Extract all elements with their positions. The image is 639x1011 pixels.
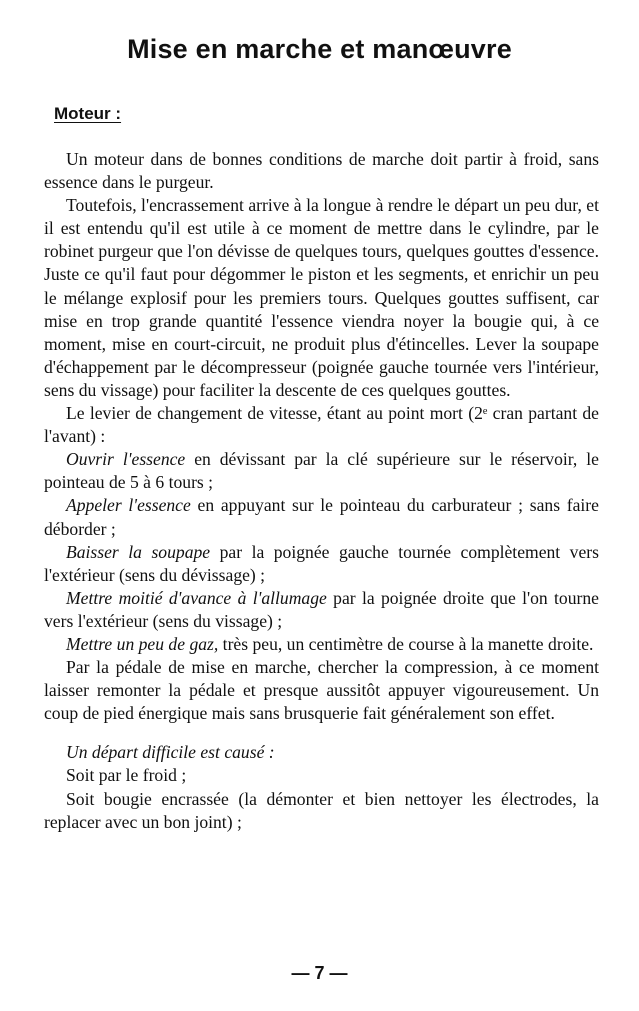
instruction-paragraph [44, 633, 599, 656]
document-body [44, 148, 599, 834]
instruction-text: très peu, un centimètre de course à la manette droite. [218, 633, 594, 654]
instruction-text: en appuyant sur le pointeau du carburateur ; sans faire déborder ; [44, 495, 599, 539]
paragraph: Le levier de changement de vitesse, étant au point mort (2ᵉ cran partant de l'avant) : [44, 403, 599, 447]
page-title: Mise en marche et manœuvre [127, 34, 512, 64]
section-heading: Moteur : [54, 104, 122, 123]
page-number: — 7 — [291, 963, 348, 983]
instruction-text: en dévissant par la clé supérieure sur le réservoir, le pointeau de 5 à 6 tours ; [44, 449, 599, 493]
instruction-emphasis: Baisser la soupape [66, 541, 211, 562]
instruction-emphasis: Appeler l'essence [66, 495, 191, 516]
list-item: Soit bougie encrassée (la démonter et bien nettoyer les électrodes, la replacer avec un bon joint) ; [44, 788, 599, 832]
list-item: Soit par le froid ; [66, 765, 187, 786]
instruction-emphasis: Mettre moitié d'avance à l'allumage [66, 587, 327, 608]
paragraph: Toutefois, l'encrassement arrive à la longue à rendre le départ un peu dur, et il est entendu qu'il est utile à ce moment de mettre dans le cylindre, par le robinet purgeur que l'on dévisse de quelques tours, quelques gouttes d'essence. Juste ce qu'il faut pour dégommer le piston et les segments, et enrichir un peu le mélange explosif pour les premiers tours. Quelques gouttes suffisent, car mise en trop grande quantité l'essence viendra noyer la bougie qui, à ce moment, mise en court-circuit, ne produit plus d'étincelles. Lever la soupape d'échappement par le décompresseur (poignée gauche tournée vers l'intérieur, sens du vissage) pour faciliter la descente de ces quelques gouttes. [44, 195, 599, 400]
paragraph: Par la pédale de mise en marche, chercher la compression, à ce moment laisser remonter la pédale et presque aussitôt appuyer vigoureusement. Un coup de pied énergique mais sans brusquerie fait généralement son effet. [44, 657, 599, 724]
instruction-emphasis: Ouvrir l'essence [66, 449, 186, 470]
instruction-text: par la poignée droite que l'on tourne vers l'extérieur (sens du vissage) ; [44, 587, 599, 631]
instruction-text: par la poignée gauche tournée complètement vers l'extérieur (sens du dévissage) ; [44, 541, 599, 585]
instruction-paragraph [44, 494, 599, 540]
instruction-paragraph [44, 587, 599, 633]
paragraph: Un moteur dans de bonnes conditions de marche doit partir à froid, sans essence dans le purgeur. [44, 149, 599, 193]
instruction-paragraph [44, 448, 599, 494]
instruction-paragraph [44, 541, 599, 587]
instruction-emphasis: Mettre un peu de gaz, [66, 633, 219, 654]
subsection-heading: Un départ difficile est causé : [66, 742, 275, 763]
